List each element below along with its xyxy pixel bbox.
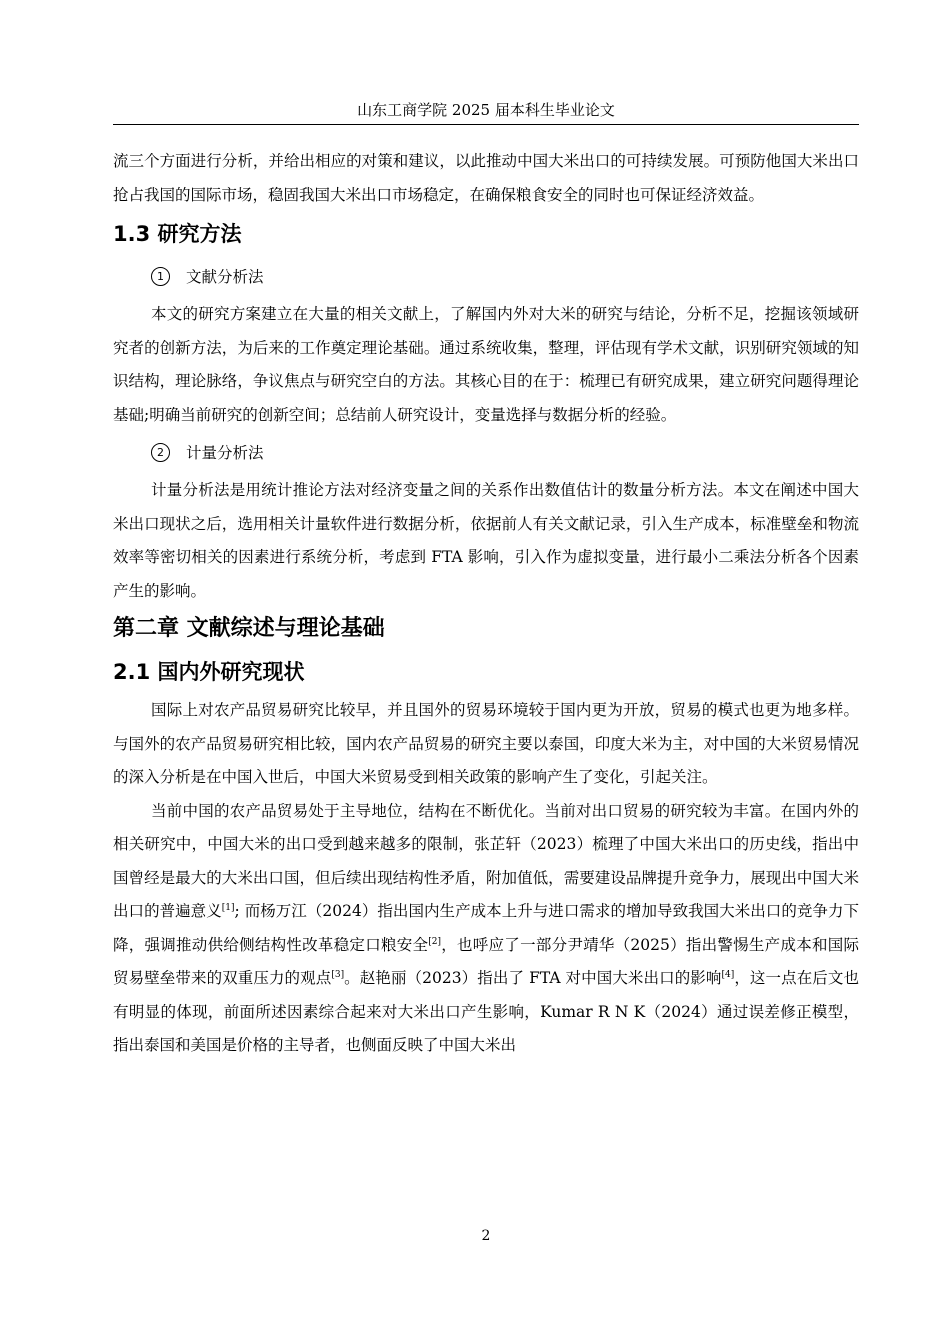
citation-ref-4: [4] (721, 969, 735, 980)
citation-ref-2: [2] (428, 936, 441, 947)
method-item-literature (113, 256, 859, 298)
method-item-econometric (113, 432, 859, 474)
page-body (113, 145, 859, 1063)
paragraph-continuation: 流三个方面进行分析，并给出相应的对策和建议，以此推动中国大米出口的可持续发展。可预防他国大米出口抢占我国的国际市场，稳固我国大米出口市场稳定，在确保粮食安全的同时也可保证经济效益。 (113, 152, 859, 204)
text-segment: ，也呼应了一部分尹靖华（2025）指出警惕生产成本和国际贸易壁垒带来的双重压力的观点 (113, 935, 859, 987)
method-item-label: 计量分析法 (186, 444, 264, 462)
circled-number-2-icon: 2 (151, 443, 170, 462)
text-segment: ，这一点在后文也有明显的体现，前面所述因素综合起来对大米出口产生影响，Kumar R N K（2024）通过误差修正模型，指出泰国和美国是价格的主导者，也侧面反映了中国大米出 (113, 969, 859, 1054)
text-segment: 当前中国的农产品贸易处于主导地位，结构在不断优化。当前对出口贸易的研究较为丰富。在国内外的相关研究中，中国大米的出口受到越来越多的限制，张芷轩（2023）梳理了中国大米出口的历史线，指出中国曾经是最大的大米出口国，但后续出现结构性矛盾，附加值低，需要建设品牌提升竞争力，展现出中国大米出口的普遍意义 (113, 801, 859, 920)
citation-ref-1: [1] (221, 902, 235, 913)
chapter-heading-2: 第二章 文献综述与理论基础 (113, 616, 385, 641)
section-heading-1-3: 1.3 研究方法 (113, 222, 242, 246)
text-segment: 。赵艳丽（2023）指出了 FTA 对中国大米出口的影响 (344, 969, 722, 987)
running-header: 山东工商学院 2025 届本科生毕业论文 (357, 101, 615, 119)
page-number: 2 (481, 1228, 491, 1244)
paragraph-research-status: 国际上对农产品贸易研究比较早，并且国外的贸易环境较于国内更为开放，贸易的模式也更为地多样。与国外的农产品贸易研究相比较，国内农产品贸易的研究主要以泰国，印度大米为主，对中国的大米贸易情况的深入分析是在中国入世后，中国大米贸易受到相关政策的影响产生了变化，引起关注。 (113, 701, 859, 786)
text-segment: ; 而杨万江（2024）指出国内生产成本上升与进口需求的增加导致我国大米出口的竞争力下降，强调推动供给侧结构性改革稳定口粮安全 (113, 902, 859, 954)
citation-ref-3: [3] (331, 969, 345, 980)
paragraph-literature-review (113, 795, 859, 1063)
paragraph-econometric-method: 计量分析法是用统计推论方法对经济变量之间的关系作出数值估计的数量分析方法。本文在阐述中国大米出口现状之后，选用相关计量软件进行数据分析，依据前人有关文献记录，引入生产成本，标准壁垒和物流效率等密切相关的因素进行系统分析，考虑到 FTA 影响，引入作为虚拟变量，进行最小二乘法分析各个因素产生的影响。 (113, 481, 859, 600)
header-rule (113, 124, 859, 125)
paragraph-literature-method: 本文的研究方案建立在大量的相关文献上，了解国内外对大米的研究与结论，分析不足，挖掘该领域研究者的创新方法，为后来的工作奠定理论基础。通过系统收集，整理，评估现有学术文献，识别研究领域的知识结构，理论脉络，争议焦点与研究空白的方法。其核心目的在于：梳理已有研究成果，建立研究问题得理论基础;明确当前研究的创新空间；总结前人研究设计，变量选择与数据分析的经验。 (113, 305, 859, 424)
section-heading-2-1: 2.1 国内外研究现状 (113, 660, 305, 684)
method-item-label: 文献分析法 (186, 268, 264, 286)
circled-number-1-icon: 1 (151, 267, 170, 286)
